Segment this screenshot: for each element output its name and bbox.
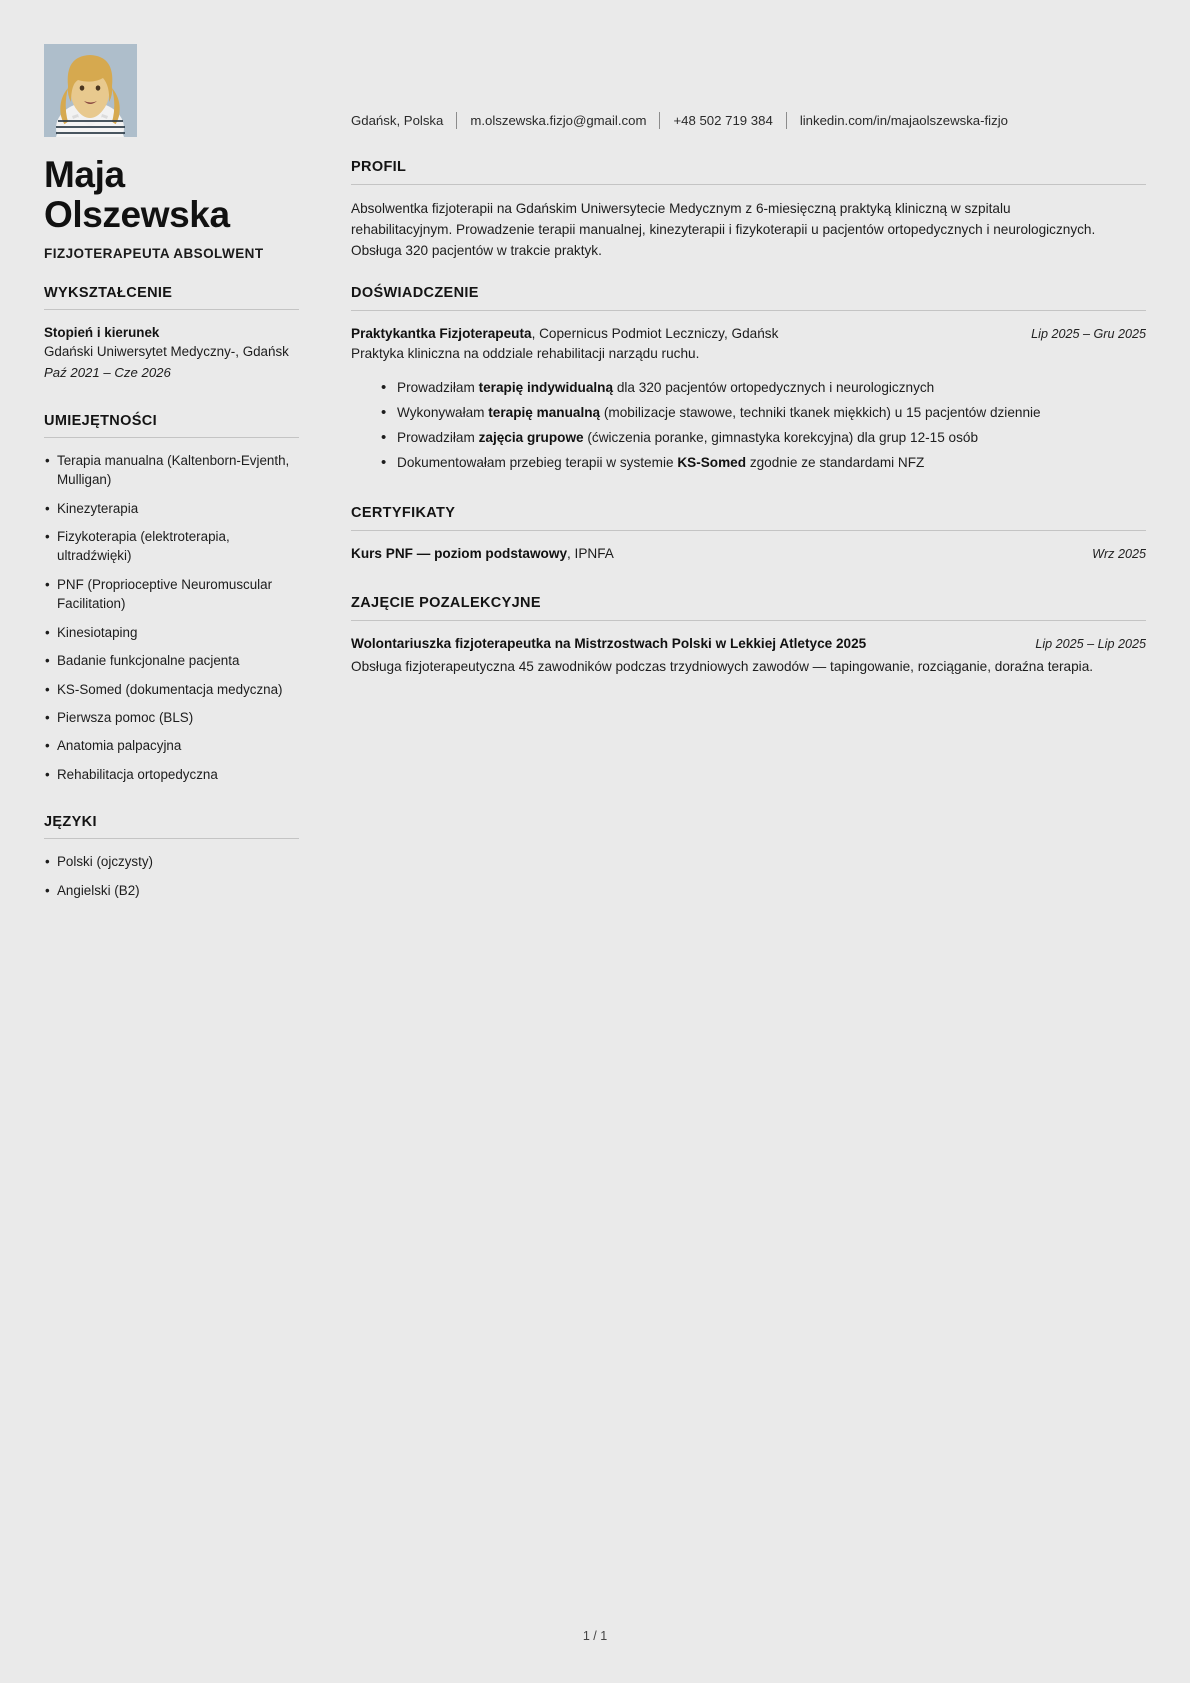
certificates-section bbox=[351, 505, 1146, 564]
list-item: • Kinesiotaping bbox=[44, 623, 298, 642]
first-name: Maja bbox=[44, 154, 125, 195]
experience-role-line bbox=[351, 324, 778, 344]
education-school: Gdański Uniwersytet Medyczny-, Gdańsk bbox=[44, 344, 289, 360]
extracurricular-section bbox=[351, 595, 1146, 677]
contact-divider bbox=[456, 112, 457, 129]
education-heading: WYKSZTAŁCENIE bbox=[44, 285, 173, 301]
bullet-text-pre: Prowadziłam bbox=[397, 429, 479, 445]
extracurricular-entry bbox=[351, 634, 1146, 677]
list-item bbox=[381, 452, 1146, 474]
job-title: FIZJOTERAPEUTA ABSOLWENT bbox=[44, 245, 264, 261]
section-divider bbox=[44, 437, 299, 438]
section-divider bbox=[351, 530, 1146, 531]
extracurricular-title-line bbox=[351, 634, 866, 654]
education-degree: Stopień i kierunek bbox=[44, 325, 160, 340]
experience-heading: DOŚWIADCZENIE bbox=[351, 285, 479, 301]
section-divider bbox=[351, 620, 1146, 621]
certificate-name-line bbox=[351, 544, 614, 564]
experience-role: Praktykantka Fizjoterapeuta bbox=[351, 326, 532, 341]
contact-email[interactable]: m.olszewska.fizjo@gmail.com bbox=[470, 113, 647, 128]
list-item: • Kinezyterapia bbox=[44, 499, 298, 518]
extracurricular-date: Lip 2025 – Lip 2025 bbox=[1035, 637, 1146, 652]
certificate-date: Wrz 2025 bbox=[1092, 546, 1146, 561]
skills-heading: UMIEJĘTNOŚCI bbox=[44, 412, 157, 429]
certificate-name: Kurs PNF — poziom podstawowy bbox=[351, 545, 567, 561]
languages-list bbox=[44, 852, 298, 900]
contact-linkedin[interactable]: linkedin.com/in/majaolszewska-fizjo bbox=[799, 113, 1008, 128]
certificate-entry bbox=[351, 544, 1146, 564]
list-item: • Badanie funkcjonalne pacjenta bbox=[44, 651, 298, 670]
resume-body bbox=[0, 285, 1190, 930]
bullet-text-post: dla 320 pacjentów ortopedycznych i neurologicznych bbox=[613, 379, 935, 395]
experience-entry bbox=[351, 324, 1146, 474]
languages-heading: JĘZYKI bbox=[44, 814, 97, 831]
bullet-text-pre: Wykonywałam bbox=[397, 404, 489, 420]
skills-section bbox=[44, 413, 298, 785]
profile-heading: PROFIL bbox=[351, 159, 407, 175]
experience-date: Lip 2025 – Gru 2025 bbox=[1031, 327, 1146, 341]
list-item: • Rehabilitacja ortopedyczna bbox=[44, 765, 298, 784]
page-indicator: 1 / 1 bbox=[582, 1629, 608, 1643]
resume-header bbox=[0, 0, 1190, 285]
education-section bbox=[44, 285, 298, 383]
last-name: Olszewska bbox=[44, 193, 230, 235]
profile-text: Absolwentka fizjoterapii na Gdańskim Uniwersytecie Medycznym z 6-miesięczną praktyką kliniczną w szpitalu rehabilitacyjnym. Prowadzenie terapii manualnej, kinezyterapii i fizykoterapii u pacjentów ortopedycznych i neurologicznych. Obsługa 320 pacjentów w trakcie praktyk. bbox=[351, 201, 1096, 259]
bullet-text-pre: Dokumentowałam przebieg terapii w systemie bbox=[397, 454, 678, 470]
list-item: • Anatomia palpacyjna bbox=[44, 736, 298, 755]
extracurricular-description: Obsługa fizjoterapeutyczna 45 zawodników podczas trzydniowych zawodów — tapingowanie, rozciąganie, doraźna terapia. bbox=[351, 658, 1094, 674]
bullet-text-strong: terapię indywidualną bbox=[478, 379, 614, 395]
header-details bbox=[314, 44, 1146, 285]
portrait-photo-icon bbox=[44, 44, 137, 137]
list-item: • Angielski (B2) bbox=[44, 881, 298, 900]
experience-subtitle: Praktyka kliniczna na oddziale rehabilitacji narządu ruchu. bbox=[351, 346, 700, 362]
languages-section bbox=[44, 814, 298, 900]
section-divider bbox=[44, 309, 299, 310]
extracurricular-heading: ZAJĘCIE POZALEKCYJNE bbox=[351, 595, 541, 612]
skills-list bbox=[44, 451, 298, 785]
certificate-issuer: , IPNFA bbox=[567, 545, 614, 561]
bullet-text-strong: terapię manualną bbox=[488, 404, 601, 420]
section-divider bbox=[44, 838, 299, 839]
contact-bar bbox=[351, 112, 1146, 129]
contact-divider bbox=[659, 112, 660, 129]
bullet-text-strong: KS-Somed bbox=[677, 454, 747, 470]
profile-section bbox=[351, 159, 1146, 262]
list-item: • KS-Somed (dokumentacja medyczna) bbox=[44, 680, 298, 699]
experience-bullets bbox=[351, 377, 1146, 474]
education-dates: Paź 2021 – Cze 2026 bbox=[44, 364, 171, 380]
experience-company: , Copernicus Podmiot Leczniczy, Gdańsk bbox=[531, 326, 779, 341]
section-divider bbox=[351, 184, 1146, 185]
contact-location: Gdańsk, Polska bbox=[351, 113, 444, 128]
bullet-text-pre: Prowadziłam bbox=[397, 379, 479, 395]
extracurricular-entry-header bbox=[351, 634, 1146, 654]
list-item bbox=[381, 427, 1146, 449]
list-item: • Terapia manualna (Kaltenborn-Evjenth, Mulligan) bbox=[44, 451, 298, 490]
bullet-text-post: (mobilizacje stawowe, techniki tkanek miękkich) u 15 pacjentów dziennie bbox=[600, 404, 1041, 420]
bullet-text-post: zgodnie ze standardami NFZ bbox=[746, 454, 925, 470]
certificates-heading: CERTYFIKATY bbox=[351, 504, 456, 521]
list-item: • PNF (Proprioceptive Neuromuscular Facilitation) bbox=[44, 575, 298, 614]
header-identity bbox=[44, 44, 314, 285]
main-column bbox=[314, 285, 1146, 930]
avatar bbox=[44, 44, 137, 137]
page-title bbox=[44, 155, 314, 235]
experience-section bbox=[351, 285, 1146, 474]
section-divider bbox=[351, 310, 1146, 311]
list-item bbox=[381, 377, 1146, 399]
bullet-text-post: (ćwiczenia poranke, gimnastyka korekcyjna) dla grup 12-15 osób bbox=[583, 429, 979, 445]
list-item: • Polski (ojczysty) bbox=[44, 852, 298, 871]
extracurricular-title: Wolontariuszka fizjoterapeutka na Mistrzostwach Polski w Lekkiej Atletyce 2025 bbox=[351, 636, 867, 652]
contact-divider bbox=[786, 112, 787, 129]
contact-phone[interactable]: +48 502 719 384 bbox=[673, 113, 773, 128]
list-item: • Fizykoterapia (elektroterapia, ultradźwięki) bbox=[44, 527, 298, 566]
list-item: • Pierwsza pomoc (BLS) bbox=[44, 708, 298, 727]
bullet-text-strong: zajęcia grupowe bbox=[478, 429, 584, 445]
education-entry bbox=[44, 323, 298, 383]
experience-entry-header bbox=[351, 324, 1146, 344]
sidebar bbox=[44, 285, 314, 930]
list-item bbox=[381, 402, 1146, 424]
